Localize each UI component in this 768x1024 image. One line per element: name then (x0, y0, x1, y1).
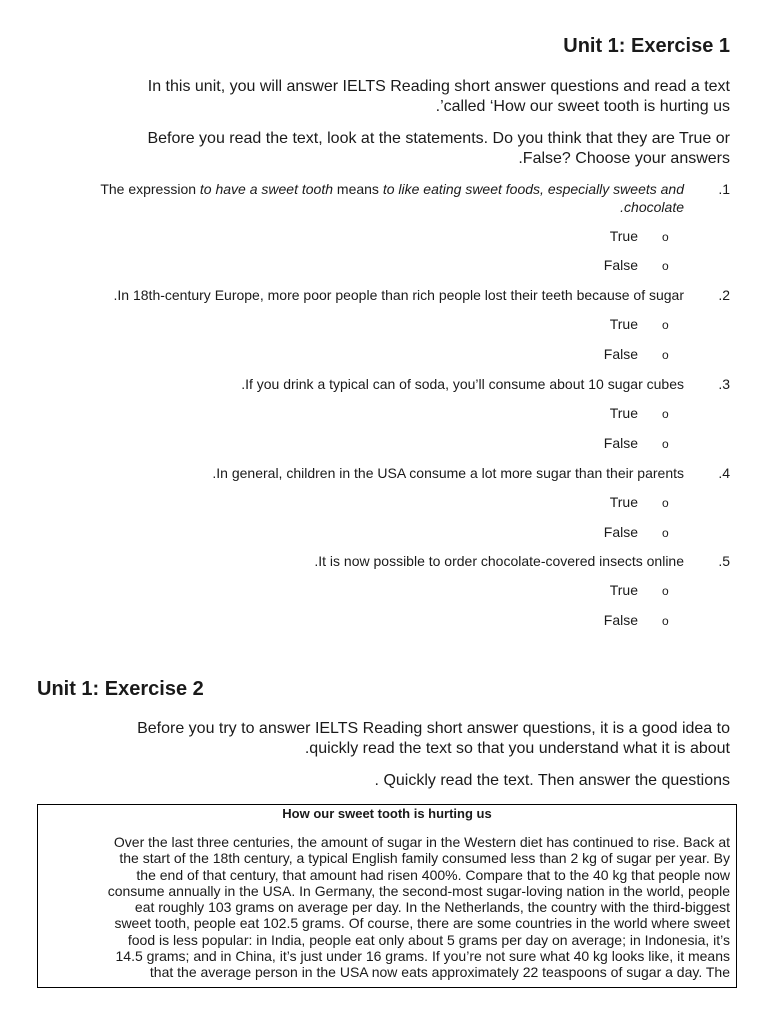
exercise1-intro-line1: In this unit, you will answer IELTS Reading short answer questions and read a text (147, 78, 730, 95)
question-1-text-d: to like eating sweet foods, especially sweets and (382, 181, 684, 197)
question-3-true-radio[interactable]: o (662, 407, 669, 421)
reading-text-line: food is less popular: in India, people eat only about 5 grams per day on average; in Indonesia, it’s (127, 931, 730, 948)
exercise2-intro-line1: Before you try to answer IELTS Reading short answer questions, it is a good idea to (137, 720, 730, 737)
question-2-number: .2 (718, 287, 730, 303)
question-5-number: .5 (718, 553, 730, 569)
exercise1-instruction (30, 129, 730, 169)
exercise2-intro-line2: .quickly read the text so that you understand what it is about (304, 740, 730, 757)
question-4-true-label: True (609, 494, 638, 510)
question-4-false-radio[interactable]: o (662, 526, 669, 540)
question-1-number: .1 (718, 181, 730, 197)
question-3-false-radio[interactable]: o (662, 437, 669, 451)
question-1-true-radio[interactable]: o (662, 230, 669, 244)
question-1-false-radio[interactable]: o (662, 259, 669, 273)
reading-text-line: eat roughly 103 grams on average per day. In the Netherlands, the country with the third-biggest (134, 899, 730, 916)
question-1-text-line2 (620, 198, 684, 216)
question-1-true-label: True (609, 228, 638, 244)
question-3-number: .3 (718, 376, 730, 392)
reading-text-line: 14.5 grams; and in China, it’s just under 16 grams. If you’re not sure what 40 kg looks like, it means (115, 948, 730, 965)
question-1-text-a: The expression (100, 181, 200, 197)
question-4-true-radio[interactable]: o (662, 496, 669, 510)
exercise1-intro-line2: .’called ‘How our sweet tooth is hurting us (435, 98, 730, 115)
exercise2-intro (30, 719, 730, 759)
question-2-false-radio[interactable]: o (662, 348, 669, 362)
question-1-text-c: means (333, 181, 383, 197)
question-1-text-line2-italic: .chocolate (620, 199, 684, 215)
exercise2-instruction: . Quickly read the text. Then answer the questions (374, 772, 730, 789)
reading-text-line: the start of the 18th century, a typical English family consumed less than 2 kg of sugar per year. By (119, 850, 730, 867)
question-4-number: .4 (718, 465, 730, 481)
question-1-text (100, 180, 684, 198)
question-5-text: .It is now possible to order chocolate-covered insects online (314, 553, 684, 569)
question-2-true-radio[interactable]: o (662, 318, 669, 332)
reading-text-line: Over the last three centuries, the amount of sugar in the Western diet has continued to rise. Back at (113, 834, 730, 850)
exercise1-title: Unit 1: Exercise 1 (563, 35, 730, 57)
reading-text-line: that the average person in the USA now eats approximately 22 teaspoons of sugar a day. The (149, 964, 730, 981)
reading-text-line: sweet tooth, people eat 102.5 grams. Of course, there are some countries in the world where sweet (114, 915, 730, 932)
question-4-text: .In general, children in the USA consume a lot more sugar than their parents (212, 465, 684, 481)
question-2-text: .In 18th-century Europe, more poor people than rich people lost their teeth because of sugar (113, 287, 684, 303)
reading-text-body (38, 822, 736, 981)
exercise1-instruction-line2: .False? Choose your answers (518, 150, 730, 167)
question-3-text: .If you drink a typical can of soda, you’ll consume about 10 sugar cubes (241, 376, 684, 392)
question-2-true-label: True (609, 316, 638, 332)
question-3-false-label: False (603, 435, 638, 451)
question-3-true-label: True (609, 405, 638, 421)
question-5-true-radio[interactable]: o (662, 584, 669, 598)
exercise2-title: Unit 1: Exercise 2 (37, 678, 204, 700)
reading-text-line: consume annually in the USA. In Germany, the second-most sugar-loving nation in the world, people (107, 882, 730, 899)
question-1-false-label: False (603, 257, 638, 273)
reading-text-title: How our sweet tooth is hurting us (282, 806, 492, 821)
reading-text-box (37, 804, 737, 988)
question-1-text-b: to have a sweet tooth (199, 181, 334, 197)
question-5-false-label: False (603, 612, 638, 628)
question-4-false-label: False (603, 524, 638, 540)
exercise1-intro (30, 77, 730, 117)
question-5-false-radio[interactable]: o (662, 614, 669, 628)
exercise1-instruction-line1: Before you read the text, look at the statements. Do you think that they are True or (147, 130, 730, 147)
question-2-false-label: False (603, 346, 638, 362)
question-5-true-label: True (609, 582, 638, 598)
reading-text-line: the end of that century, that amount had risen 400%. Compare that to the 40 kg that people now (136, 866, 730, 883)
